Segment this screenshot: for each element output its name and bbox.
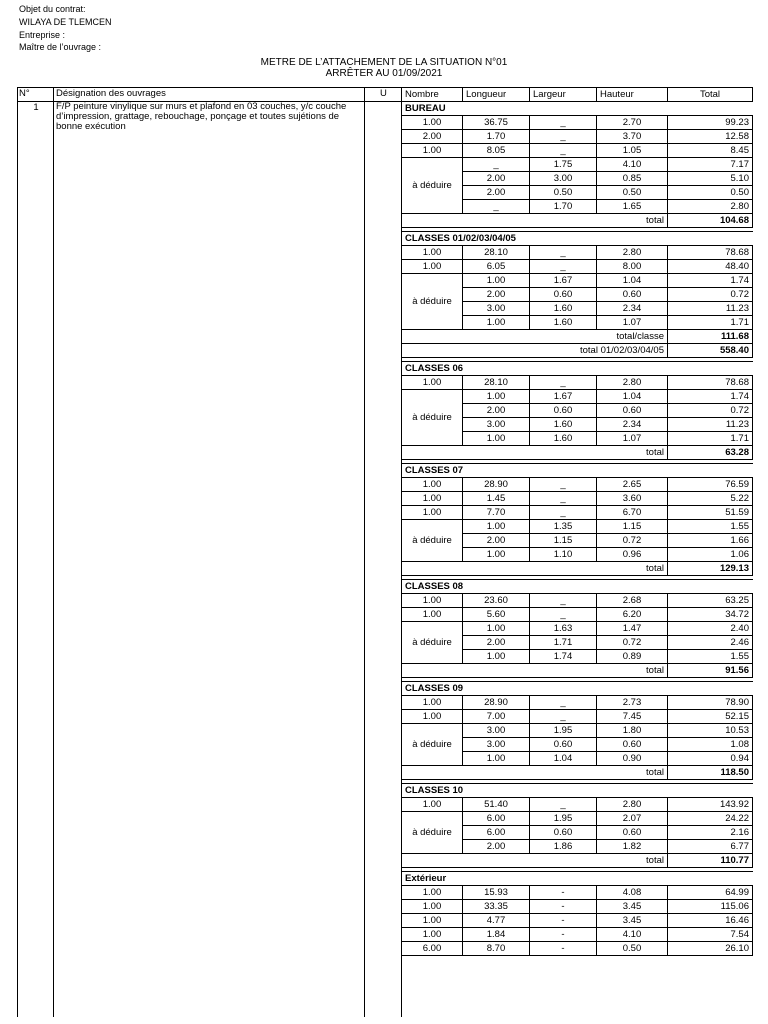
cell-longueur: 6.00 xyxy=(463,812,530,826)
total-row xyxy=(402,214,753,228)
section-title: CLASSES 07 xyxy=(402,464,753,478)
total-value: 118.50 xyxy=(668,766,753,780)
measure-row xyxy=(402,116,753,130)
cell-nombre: 1.00 xyxy=(402,116,463,130)
cell-longueur: 2.00 xyxy=(463,172,530,186)
cell-hauteur: 1.65 xyxy=(597,200,668,214)
cell-hauteur: 2.65 xyxy=(597,478,668,492)
cell-longueur: 15.93 xyxy=(463,886,530,900)
cell-hauteur: 3.70 xyxy=(597,130,668,144)
column-divider xyxy=(364,87,365,1017)
col-header-largeur: Largeur xyxy=(530,88,597,102)
cell-total: 63.25 xyxy=(668,594,753,608)
cell-nombre: 1.00 xyxy=(402,886,463,900)
cell-total: 115.06 xyxy=(668,900,753,914)
cell-longueur: 2.00 xyxy=(463,840,530,854)
deduct-label: à déduire xyxy=(402,724,463,766)
section-title: CLASSES 08 xyxy=(402,580,753,594)
cell-total: 11.23 xyxy=(668,418,753,432)
cell-longueur: 1.00 xyxy=(463,622,530,636)
cell-largeur: - xyxy=(530,900,597,914)
cell-total: 1.71 xyxy=(668,316,753,330)
cell-longueur: 1.00 xyxy=(463,520,530,534)
cell-total: 2.80 xyxy=(668,200,753,214)
cell-largeur: 3.00 xyxy=(530,172,597,186)
total-label: total xyxy=(402,766,668,780)
measure-row xyxy=(402,886,753,900)
cell-largeur: 1.67 xyxy=(530,274,597,288)
cell-total: 7.17 xyxy=(668,158,753,172)
cell-total: 6.77 xyxy=(668,840,753,854)
cell-total: 51.59 xyxy=(668,506,753,520)
cell-largeur: 1.74 xyxy=(530,650,597,664)
cell-longueur: 28.10 xyxy=(463,376,530,390)
cell-longueur: 1.00 xyxy=(463,650,530,664)
measure-row xyxy=(402,798,753,812)
total-value: 110.77 xyxy=(668,854,753,868)
cell-hauteur: 1.07 xyxy=(597,316,668,330)
cell-largeur: _ xyxy=(530,696,597,710)
cell-largeur: 1.95 xyxy=(530,724,597,738)
cell-largeur: 1.60 xyxy=(530,418,597,432)
cell-hauteur: 2.80 xyxy=(597,246,668,260)
cell-largeur: 1.71 xyxy=(530,636,597,650)
cell-total: 1.55 xyxy=(668,650,753,664)
cell-total: 0.72 xyxy=(668,288,753,302)
cell-total: 11.23 xyxy=(668,302,753,316)
deduct-row xyxy=(402,724,753,738)
section-header-row xyxy=(402,362,753,376)
cell-hauteur: 0.89 xyxy=(597,650,668,664)
total-value: 91.56 xyxy=(668,664,753,678)
section-title: Extérieur xyxy=(402,872,753,886)
total-label: total xyxy=(402,562,668,576)
cell-total: 1.74 xyxy=(668,274,753,288)
cell-longueur: 3.00 xyxy=(463,302,530,316)
cell-hauteur: 0.96 xyxy=(597,548,668,562)
cell-total: 8.45 xyxy=(668,144,753,158)
cell-hauteur: 0.90 xyxy=(597,752,668,766)
cell-longueur: 2.00 xyxy=(463,534,530,548)
cell-hauteur: 0.72 xyxy=(597,636,668,650)
cell-nombre: 1.00 xyxy=(402,260,463,274)
cell-hauteur: 0.60 xyxy=(597,404,668,418)
cell-longueur: 3.00 xyxy=(463,724,530,738)
total-label: total/classe xyxy=(402,330,668,344)
cell-longueur: _ xyxy=(463,158,530,172)
cell-total: 76.59 xyxy=(668,478,753,492)
cell-hauteur: 2.07 xyxy=(597,812,668,826)
cell-largeur: 1.15 xyxy=(530,534,597,548)
cell-longueur: 51.40 xyxy=(463,798,530,812)
cell-nombre: 1.00 xyxy=(402,246,463,260)
total-row xyxy=(402,344,753,358)
measure-row xyxy=(402,130,753,144)
cell-hauteur: 0.85 xyxy=(597,172,668,186)
deduct-row xyxy=(402,158,753,172)
total-value: 104.68 xyxy=(668,214,753,228)
table-left-border xyxy=(17,87,18,1017)
col-header-n: N° xyxy=(19,88,30,99)
cell-total: 1.06 xyxy=(668,548,753,562)
document-subtitle: ARRÊTER AU 01/09/2021 xyxy=(325,68,443,79)
section-title: BUREAU xyxy=(402,102,753,116)
total-label: total xyxy=(402,446,668,460)
grid-header-row xyxy=(402,88,753,102)
cell-total: 0.72 xyxy=(668,404,753,418)
cell-largeur: - xyxy=(530,928,597,942)
col-header-nombre: Nombre xyxy=(402,88,463,102)
cell-longueur: 1.45 xyxy=(463,492,530,506)
cell-nombre: 6.00 xyxy=(402,942,463,956)
cell-total: 10.53 xyxy=(668,724,753,738)
cell-hauteur: 0.60 xyxy=(597,826,668,840)
section-header-row xyxy=(402,102,753,116)
cell-total: 0.94 xyxy=(668,752,753,766)
measure-row xyxy=(402,928,753,942)
cell-longueur: 2.00 xyxy=(463,404,530,418)
total-value: 558.40 xyxy=(668,344,753,358)
cell-hauteur: 2.80 xyxy=(597,376,668,390)
cell-hauteur: 1.04 xyxy=(597,274,668,288)
cell-largeur: 1.60 xyxy=(530,302,597,316)
cell-hauteur: 0.72 xyxy=(597,534,668,548)
col-header-u: U xyxy=(380,88,387,99)
cell-longueur: 2.00 xyxy=(463,288,530,302)
section-header-row xyxy=(402,464,753,478)
section-title: CLASSES 10 xyxy=(402,784,753,798)
cell-longueur: 7.00 xyxy=(463,710,530,724)
cell-longueur: 8.70 xyxy=(463,942,530,956)
measure-row xyxy=(402,246,753,260)
cell-total: 99.23 xyxy=(668,116,753,130)
cell-longueur: 1.00 xyxy=(463,390,530,404)
cell-total: 143.92 xyxy=(668,798,753,812)
cell-longueur: 1.00 xyxy=(463,274,530,288)
total-value: 63.28 xyxy=(668,446,753,460)
cell-total: 5.10 xyxy=(668,172,753,186)
cell-total: 7.54 xyxy=(668,928,753,942)
cell-longueur: 6.00 xyxy=(463,826,530,840)
cell-longueur: 4.77 xyxy=(463,914,530,928)
cell-nombre: 1.00 xyxy=(402,594,463,608)
cell-longueur: 1.00 xyxy=(463,432,530,446)
cell-total: 64.99 xyxy=(668,886,753,900)
measure-row xyxy=(402,506,753,520)
cell-total: 0.50 xyxy=(668,186,753,200)
measure-row xyxy=(402,696,753,710)
cell-longueur: 5.60 xyxy=(463,608,530,622)
cell-nombre: 1.00 xyxy=(402,914,463,928)
total-value: 129.13 xyxy=(668,562,753,576)
cell-total: 1.66 xyxy=(668,534,753,548)
cell-largeur: 0.60 xyxy=(530,826,597,840)
cell-total: 34.72 xyxy=(668,608,753,622)
cell-total: 1.74 xyxy=(668,390,753,404)
cell-total: 1.71 xyxy=(668,432,753,446)
measure-row xyxy=(402,900,753,914)
cell-total: 48.40 xyxy=(668,260,753,274)
total-label: total xyxy=(402,664,668,678)
cell-largeur: 1.67 xyxy=(530,390,597,404)
cell-largeur: 1.86 xyxy=(530,840,597,854)
cell-longueur: 1.00 xyxy=(463,752,530,766)
cell-hauteur: 0.60 xyxy=(597,288,668,302)
cell-hauteur: 1.07 xyxy=(597,432,668,446)
cell-longueur: 1.70 xyxy=(463,130,530,144)
cell-total: 52.15 xyxy=(668,710,753,724)
cell-nombre: 1.00 xyxy=(402,900,463,914)
cell-largeur: 0.50 xyxy=(530,186,597,200)
cell-hauteur: 0.50 xyxy=(597,942,668,956)
measure-row xyxy=(402,260,753,274)
cell-longueur: 3.00 xyxy=(463,418,530,432)
cell-longueur: 1.00 xyxy=(463,548,530,562)
cell-longueur: 36.75 xyxy=(463,116,530,130)
col-header-total: Total xyxy=(668,88,753,102)
total-row xyxy=(402,562,753,576)
cell-hauteur: 2.70 xyxy=(597,116,668,130)
total-label: total xyxy=(402,214,668,228)
total-value: 111.68 xyxy=(668,330,753,344)
total-row xyxy=(402,664,753,678)
cell-largeur: _ xyxy=(530,116,597,130)
cell-hauteur: 1.82 xyxy=(597,840,668,854)
cell-hauteur: 1.80 xyxy=(597,724,668,738)
deduct-label: à déduire xyxy=(402,158,463,214)
cell-nombre: 1.00 xyxy=(402,608,463,622)
measure-row xyxy=(402,608,753,622)
cell-largeur: _ xyxy=(530,506,597,520)
item-number: 1 xyxy=(33,102,39,113)
cell-largeur: 1.04 xyxy=(530,752,597,766)
cell-hauteur: 8.00 xyxy=(597,260,668,274)
cell-largeur: _ xyxy=(530,246,597,260)
cell-total: 1.08 xyxy=(668,738,753,752)
cell-longueur: 8.05 xyxy=(463,144,530,158)
cell-hauteur: 0.60 xyxy=(597,738,668,752)
cell-nombre: 2.00 xyxy=(402,130,463,144)
cell-nombre: 1.00 xyxy=(402,492,463,506)
measure-row xyxy=(402,478,753,492)
cell-nombre: 1.00 xyxy=(402,798,463,812)
cell-hauteur: 2.68 xyxy=(597,594,668,608)
cell-total: 2.46 xyxy=(668,636,753,650)
cell-total: 24.22 xyxy=(668,812,753,826)
cell-largeur: - xyxy=(530,886,597,900)
cell-hauteur: 3.45 xyxy=(597,900,668,914)
col-header-longueur: Longueur xyxy=(463,88,530,102)
cell-nombre: 1.00 xyxy=(402,144,463,158)
cell-total: 2.16 xyxy=(668,826,753,840)
section-header-row xyxy=(402,682,753,696)
deduct-label: à déduire xyxy=(402,390,463,446)
cell-hauteur: 4.08 xyxy=(597,886,668,900)
cell-hauteur: 3.45 xyxy=(597,914,668,928)
deduct-row xyxy=(402,274,753,288)
cell-hauteur: 2.34 xyxy=(597,418,668,432)
cell-nombre: 1.00 xyxy=(402,506,463,520)
cell-longueur: 23.60 xyxy=(463,594,530,608)
section-header-row xyxy=(402,872,753,886)
cell-largeur: - xyxy=(530,942,597,956)
column-divider xyxy=(53,87,54,1017)
cell-longueur: 1.00 xyxy=(463,316,530,330)
cell-largeur: 1.60 xyxy=(530,316,597,330)
cell-largeur: 0.60 xyxy=(530,404,597,418)
cell-hauteur: 6.70 xyxy=(597,506,668,520)
cell-longueur: _ xyxy=(463,200,530,214)
total-row xyxy=(402,854,753,868)
entreprise-label: Entreprise : xyxy=(19,30,66,40)
col-header-hauteur: Hauteur xyxy=(597,88,668,102)
cell-largeur: _ xyxy=(530,608,597,622)
total-label: total xyxy=(402,854,668,868)
deduct-label: à déduire xyxy=(402,622,463,664)
cell-largeur: 1.95 xyxy=(530,812,597,826)
deduct-row xyxy=(402,812,753,826)
cell-largeur: _ xyxy=(530,478,597,492)
cell-largeur: 1.60 xyxy=(530,432,597,446)
cell-nombre: 1.00 xyxy=(402,928,463,942)
cell-hauteur: 7.45 xyxy=(597,710,668,724)
cell-hauteur: 1.47 xyxy=(597,622,668,636)
cell-largeur: _ xyxy=(530,798,597,812)
cell-longueur: 33.35 xyxy=(463,900,530,914)
item-designation: F/P peinture vinylique sur murs et plafond en 03 couches, y/c couche d’impression, grattage, rebouchage, ponçage et toutes sujétions de bonne exécution xyxy=(56,101,347,132)
cell-longueur: 28.90 xyxy=(463,696,530,710)
section-title: CLASSES 01/02/03/04/05 xyxy=(402,232,753,246)
cell-hauteur: 0.50 xyxy=(597,186,668,200)
cell-largeur: 1.35 xyxy=(530,520,597,534)
measure-row xyxy=(402,710,753,724)
cell-total: 1.55 xyxy=(668,520,753,534)
cell-longueur: 3.00 xyxy=(463,738,530,752)
cell-total: 2.40 xyxy=(668,622,753,636)
cell-total: 12.58 xyxy=(668,130,753,144)
cell-nombre: 1.00 xyxy=(402,710,463,724)
cell-hauteur: 2.73 xyxy=(597,696,668,710)
deduct-label: à déduire xyxy=(402,274,463,330)
cell-nombre: 1.00 xyxy=(402,376,463,390)
cell-total: 26.10 xyxy=(668,942,753,956)
maitre-ouvrage-label: Maître de l’ouvrage : xyxy=(19,42,102,52)
cell-total: 78.68 xyxy=(668,376,753,390)
cell-largeur: 1.10 xyxy=(530,548,597,562)
deduct-label: à déduire xyxy=(402,520,463,562)
measure-row xyxy=(402,594,753,608)
section-header-row xyxy=(402,580,753,594)
col-header-designation: Désignation des ouvrages xyxy=(56,88,166,99)
cell-largeur: _ xyxy=(530,492,597,506)
cell-longueur: 6.05 xyxy=(463,260,530,274)
section-title: CLASSES 06 xyxy=(402,362,753,376)
deduct-row xyxy=(402,390,753,404)
cell-total: 78.68 xyxy=(668,246,753,260)
cell-longueur: 2.00 xyxy=(463,636,530,650)
section-header-row xyxy=(402,232,753,246)
cell-nombre: 1.00 xyxy=(402,478,463,492)
total-label: total 01/02/03/04/05 xyxy=(402,344,668,358)
cell-largeur: 1.63 xyxy=(530,622,597,636)
cell-largeur: _ xyxy=(530,376,597,390)
cell-largeur: _ xyxy=(530,594,597,608)
deduct-row xyxy=(402,622,753,636)
cell-largeur: _ xyxy=(530,130,597,144)
measure-row xyxy=(402,376,753,390)
cell-largeur: 0.60 xyxy=(530,738,597,752)
measure-row xyxy=(402,942,753,956)
cell-largeur: - xyxy=(530,914,597,928)
cell-hauteur: 1.05 xyxy=(597,144,668,158)
measure-row xyxy=(402,492,753,506)
document-title: METRE DE L’ATTACHEMENT DE LA SITUATION N°01 xyxy=(260,57,508,68)
cell-longueur: 7.70 xyxy=(463,506,530,520)
cell-longueur: 28.90 xyxy=(463,478,530,492)
contract-object-label: Objet du contrat: xyxy=(19,4,86,14)
cell-total: 5.22 xyxy=(668,492,753,506)
cell-hauteur: 2.34 xyxy=(597,302,668,316)
cell-largeur: _ xyxy=(530,260,597,274)
cell-largeur: _ xyxy=(530,710,597,724)
cell-hauteur: 1.15 xyxy=(597,520,668,534)
cell-largeur: 0.60 xyxy=(530,288,597,302)
cell-hauteur: 4.10 xyxy=(597,928,668,942)
cell-hauteur: 1.04 xyxy=(597,390,668,404)
section-header-row xyxy=(402,784,753,798)
wilaya-label: WILAYA DE TLEMCEN xyxy=(19,17,112,27)
cell-longueur: 28.10 xyxy=(463,246,530,260)
cell-hauteur: 3.60 xyxy=(597,492,668,506)
cell-nombre: 1.00 xyxy=(402,696,463,710)
cell-longueur: 1.84 xyxy=(463,928,530,942)
measurement-table xyxy=(401,87,753,956)
measure-row xyxy=(402,914,753,928)
total-row xyxy=(402,766,753,780)
cell-hauteur: 4.10 xyxy=(597,158,668,172)
deduct-row xyxy=(402,520,753,534)
cell-hauteur: 2.80 xyxy=(597,798,668,812)
total-row xyxy=(402,330,753,344)
total-row xyxy=(402,446,753,460)
cell-largeur: _ xyxy=(530,144,597,158)
cell-total: 16.46 xyxy=(668,914,753,928)
cell-total: 78.90 xyxy=(668,696,753,710)
cell-largeur: 1.70 xyxy=(530,200,597,214)
deduct-label: à déduire xyxy=(402,812,463,854)
cell-hauteur: 6.20 xyxy=(597,608,668,622)
cell-longueur: 2.00 xyxy=(463,186,530,200)
section-title: CLASSES 09 xyxy=(402,682,753,696)
cell-largeur: 1.75 xyxy=(530,158,597,172)
measure-row xyxy=(402,144,753,158)
